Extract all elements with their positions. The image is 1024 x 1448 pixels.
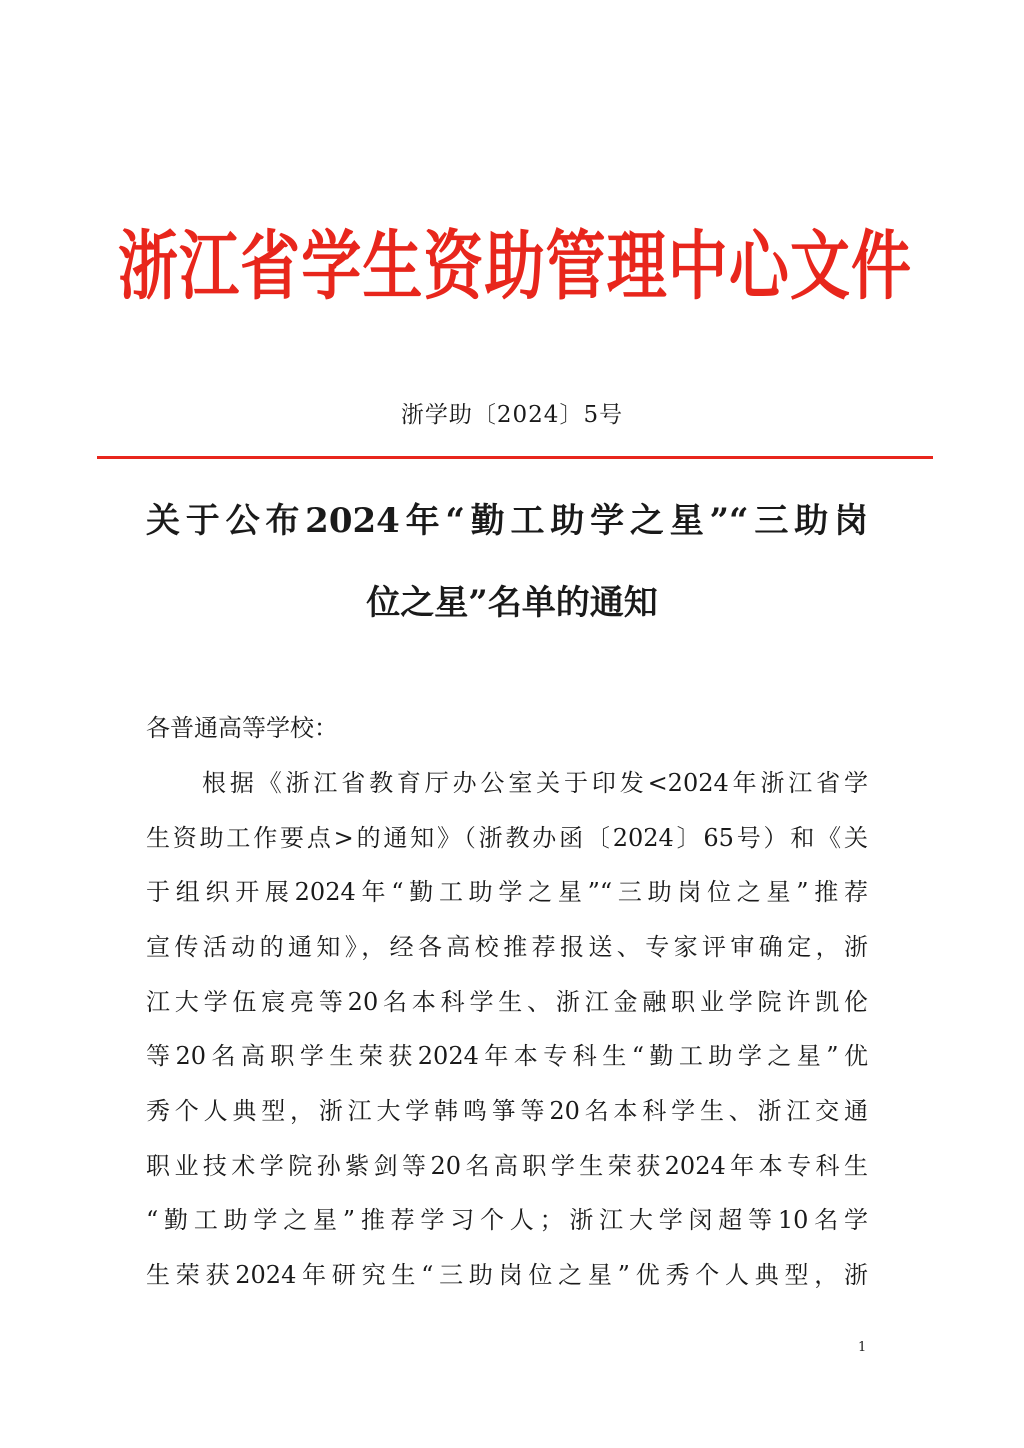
body-line: 职业技术学院孙紫剑等20名高职学生荣获2024年本专科生 bbox=[146, 1152, 868, 1180]
page-number: 1 bbox=[858, 1340, 867, 1355]
body-line: 根据《浙江省教育厅办公室关于印发<2024年浙江省学 bbox=[202, 769, 868, 797]
body-line: 宣传活动的通知》，经各高校推荐报送、专家评审确定，浙 bbox=[146, 933, 868, 961]
issuer-heading: 浙江省学生资助管理中心文件 bbox=[118, 223, 910, 311]
body-line: 生荣获2024年研究生“三助岗位之星”优秀个人典型，浙 bbox=[146, 1261, 868, 1289]
document-title-line-2: 位之星”名单的通知 bbox=[366, 583, 658, 623]
body-line: 秀个人典型，浙江大学韩鸣箏等20名本科学生、浙江交通 bbox=[146, 1097, 868, 1125]
document-number: 浙学助〔2024〕5号 bbox=[400, 402, 624, 428]
body-line: “勤工助学之星”推荐学习个人；浙江大学闵超等10名学 bbox=[146, 1206, 868, 1234]
body-line: 于组织开展2024年“勤工助学之星”“三助岗位之星”推荐 bbox=[146, 878, 868, 906]
body-line: 等20名高职学生荣获2024年本专科生“勤工助学之星”优 bbox=[146, 1042, 868, 1070]
document-title-line-1: 关于公布2024年“勤工助学之星”“三助岗 bbox=[146, 501, 868, 541]
body-line: 生资助工作要点>的通知》（浙教办函〔2024〕65号）和《关 bbox=[146, 824, 868, 852]
red-divider bbox=[97, 456, 933, 459]
body-line: 江大学伍宸亮等20名本科学生、浙江金融职业学院许凯伦 bbox=[146, 988, 868, 1016]
salutation: 各普通高等学校： bbox=[146, 714, 338, 742]
